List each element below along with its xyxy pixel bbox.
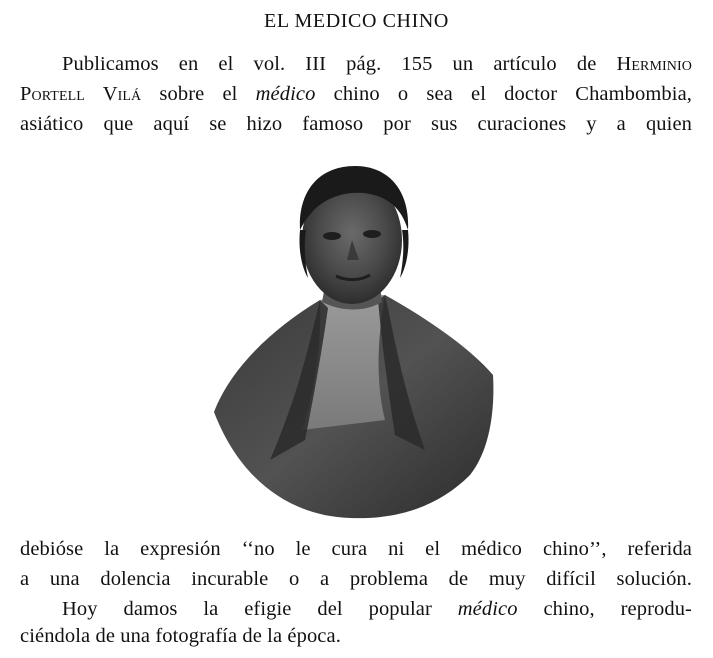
author-first-name: Herminio bbox=[616, 53, 692, 75]
paragraph-2-line-2: a una dolencia incurable o a problema de muy difícil solución. bbox=[20, 568, 692, 590]
author-surname: Portell Vilá bbox=[20, 83, 142, 105]
paragraph-3-line-2: ciéndola de una fotografía de la época. bbox=[20, 625, 341, 647]
p3-line1-text-b: chino, reprodu- bbox=[517, 598, 692, 620]
paragraph-3-line-1 bbox=[62, 597, 692, 621]
article-title: EL MEDICO CHINO bbox=[264, 10, 449, 32]
p1-line2-italic: médico bbox=[255, 83, 316, 105]
paragraph-1-line-3: asiático que aquí se hizo famoso por sus curaciones y a quien bbox=[20, 113, 692, 135]
eye-left bbox=[323, 232, 341, 240]
paragraph-2-line-1: debióse la expresión ‘‘no le cura ni el médico chino’’, referida bbox=[20, 538, 692, 560]
paragraph-1-line-2 bbox=[20, 82, 692, 106]
portrait-photo bbox=[210, 160, 500, 520]
p1-line2-text-b: chino o sea el doctor Chambombia, bbox=[315, 83, 692, 105]
eye-right bbox=[363, 230, 381, 238]
p1-line1-text: Publicamos en el vol. III pág. 155 un artículo de bbox=[62, 53, 617, 75]
p3-line1-text-a: Hoy damos la efigie del popular bbox=[62, 598, 458, 620]
p3-line1-italic: médico bbox=[457, 598, 518, 620]
p1-line2-text-a: sobre el bbox=[141, 83, 256, 105]
paragraph-1-line-1 bbox=[62, 52, 692, 76]
